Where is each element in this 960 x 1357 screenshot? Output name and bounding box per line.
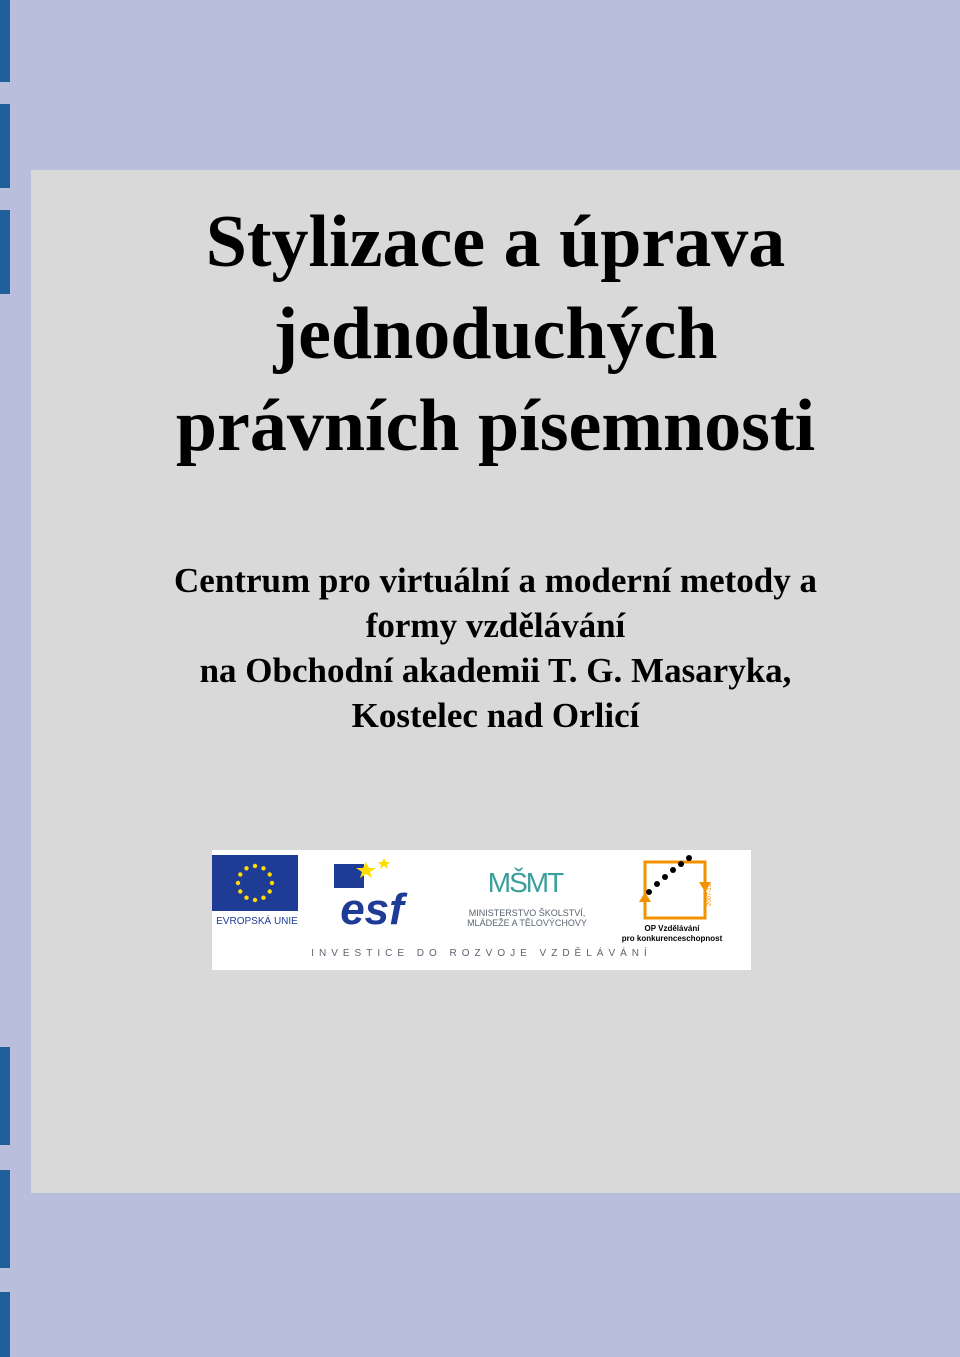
eu-star: [268, 889, 272, 893]
esf-logo: [332, 856, 414, 928]
edge-marker: [0, 1047, 10, 1145]
edge-marker: [0, 1170, 10, 1268]
logo-tagline: INVESTICE DO ROZVOJE VZDĚLÁVÁNÍ: [311, 948, 652, 959]
eu-star: [238, 872, 242, 876]
subtitle-line: Kostelec nad Orlicí: [351, 696, 640, 735]
subtitle-line: Centrum pro virtuální a moderní metody a: [174, 561, 817, 600]
subtitle-line: na Obchodní akademii T. G. Masaryka,: [199, 651, 792, 690]
sponsor-logo-strip: [212, 850, 751, 970]
eu-star: [244, 866, 248, 870]
esf-text: esf: [340, 885, 404, 928]
document-title: [31, 196, 960, 472]
eu-star: [261, 896, 265, 900]
eu-star: [268, 872, 272, 876]
eu-label: EVROPSKÁ UNIE: [216, 916, 298, 927]
title-line: jednoduchých: [273, 293, 718, 375]
msmt-caption: [442, 908, 612, 928]
msmt-logo: [484, 852, 566, 904]
cover-panel: [31, 170, 960, 1193]
title-line: právních písemnosti: [175, 385, 816, 467]
op-year: 2007-13: [707, 883, 713, 906]
document-subtitle: [31, 558, 960, 738]
eu-star: [244, 896, 248, 900]
edge-marker: [0, 104, 10, 188]
eu-star: [270, 881, 274, 885]
eu-star: [253, 898, 257, 902]
eu-flag-logo: [212, 855, 298, 911]
eu-star: [238, 889, 242, 893]
title-line: Stylizace a úprava: [205, 201, 786, 283]
subtitle-line: formy vzdělávání: [365, 606, 626, 645]
edge-marker: [0, 1292, 10, 1357]
op-vzdelavani-logo: [627, 852, 717, 924]
op-caption-line: pro konkurenceschopnost: [621, 934, 723, 943]
msmt-caption-line: MLÁDEŽE A TĚLOVÝCHOVY: [467, 918, 587, 928]
edge-marker: [0, 0, 10, 82]
msmt-text: MŠMT: [487, 867, 563, 898]
eu-star: [261, 866, 265, 870]
op-caption: [592, 924, 752, 944]
eu-star: [253, 864, 257, 868]
msmt-caption-line: MINISTERSTVO ŠKOLSTVÍ,: [468, 908, 586, 918]
op-caption-line: OP Vzdělávání: [644, 924, 700, 933]
eu-star: [236, 881, 240, 885]
edge-marker: [0, 210, 10, 294]
